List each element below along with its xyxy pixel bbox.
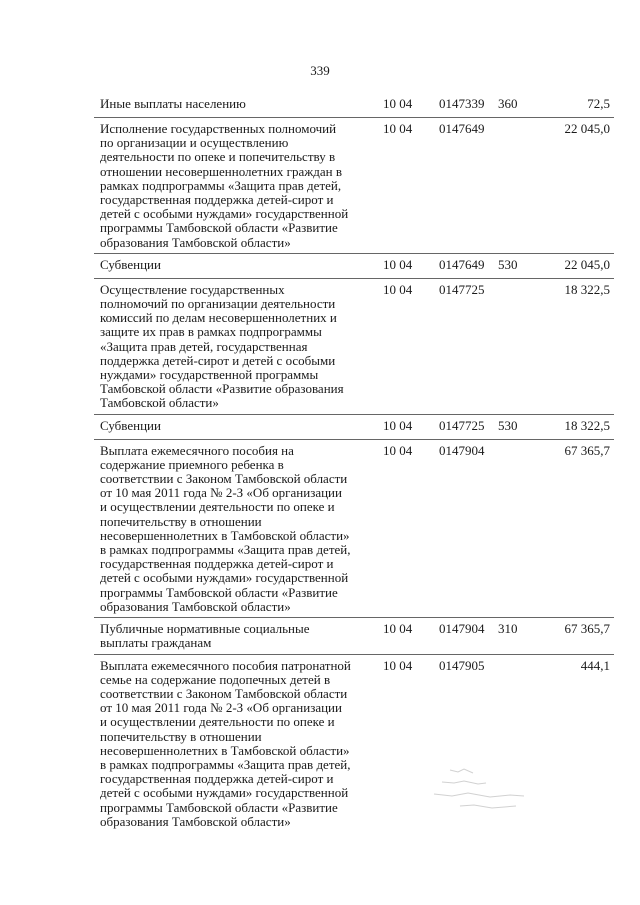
row-article-code: 0147649 (439, 256, 485, 272)
table-row (94, 93, 614, 118)
budget-table (94, 93, 614, 832)
row-expense-type: 360 (498, 96, 518, 111)
row-amount: 22 045,0 (564, 121, 610, 136)
row-name: Выплата ежемесячного пособия на содержание приемного ребенка в соответствии с Законом Тамбовской области от 10 мая 2011 года № 2-З «Об организации и осуществлении деятельности по опеке и попечительству в отношении несовершеннолетних в Тамбовской области» в рамках подпрограммы «Защита прав детей, государственная поддержка детей-сирот и детей с особыми нуждами» государственной программы Тамбовской области «Развитие образования Тамбовской области» (100, 442, 351, 614)
row-section-code: 10 04 (383, 256, 413, 272)
table-row (94, 440, 614, 618)
page-number: 339 (310, 63, 330, 78)
row-amount: 72,5 (587, 96, 610, 111)
row-section-code: 10 04 (383, 281, 413, 297)
row-amount: 67 365,7 (564, 442, 610, 458)
row-name: Публичные нормативные социальные выплаты гражданам (100, 621, 310, 651)
table-row (94, 415, 614, 440)
row-section-code: 10 04 (383, 621, 413, 637)
row-section-code: 10 04 (383, 96, 413, 111)
row-name: Иные выплаты населению (100, 96, 246, 111)
row-article-code: 0147725 (439, 417, 485, 433)
row-expense-type: 530 (498, 256, 518, 272)
row-amount: 18 322,5 (564, 281, 610, 297)
row-name: Субвенции (100, 417, 161, 433)
row-article-code: 0147904 (439, 621, 485, 637)
row-section-code: 10 04 (383, 121, 413, 136)
row-amount: 22 045,0 (564, 256, 610, 272)
row-article-code: 0147904 (439, 442, 485, 458)
row-section-code: 10 04 (383, 417, 413, 433)
table-row (94, 254, 614, 279)
table-row (94, 118, 614, 254)
table-row (94, 618, 614, 654)
row-expense-type: 310 (498, 621, 518, 637)
row-amount: 18 322,5 (564, 417, 610, 433)
row-article-code: 0147905 (439, 657, 485, 673)
row-amount: 67 365,7 (564, 621, 610, 637)
row-name: Исполнение государственных полномочий по организации и осуществлению деятельности по опеке и попечительству в отношении несовершеннолетних граждан в рамках подпрограммы «Защита прав детей, государственная поддержка детей-сирот и детей с особыми нуждами» государственной программы Тамбовской области «Развитие образования Тамбовской области» (100, 121, 349, 250)
row-name: Субвенции (100, 256, 161, 272)
row-article-code: 0147725 (439, 281, 485, 297)
faded-stamp-mark (420, 760, 540, 820)
row-expense-type: 530 (498, 417, 518, 433)
row-section-code: 10 04 (383, 442, 413, 458)
row-name: Выплата ежемесячного пособия патронатной семье на содержание подопечных детей в соответствии с Законом Тамбовской области от 10 мая 2011 года № 2-З «Об организации и осуществлении деятельности по опеке и попечительству в отношении несовершеннолетних в Тамбовской области» в рамках подпрограммы «Защита прав детей, государственная поддержка детей-сирот и детей с особыми нуждами» государственной программы Тамбовской области «Развитие образования Тамбовской области» (100, 657, 351, 829)
table-row (94, 279, 614, 415)
row-article-code: 0147339 (439, 96, 485, 111)
row-section-code: 10 04 (383, 657, 413, 673)
row-name: Осуществление государственных полномочий по организации деятельности комиссий по делам несовершеннолетних и защите их прав в рамках подпрограммы «Защита прав детей, государственная поддержка детей-сирот и детей с особыми нуждами» государственной программы Тамбовской области «Развитие образования Тамбовской области» (100, 281, 344, 411)
row-amount: 444,1 (580, 657, 610, 673)
row-article-code: 0147649 (439, 121, 485, 136)
